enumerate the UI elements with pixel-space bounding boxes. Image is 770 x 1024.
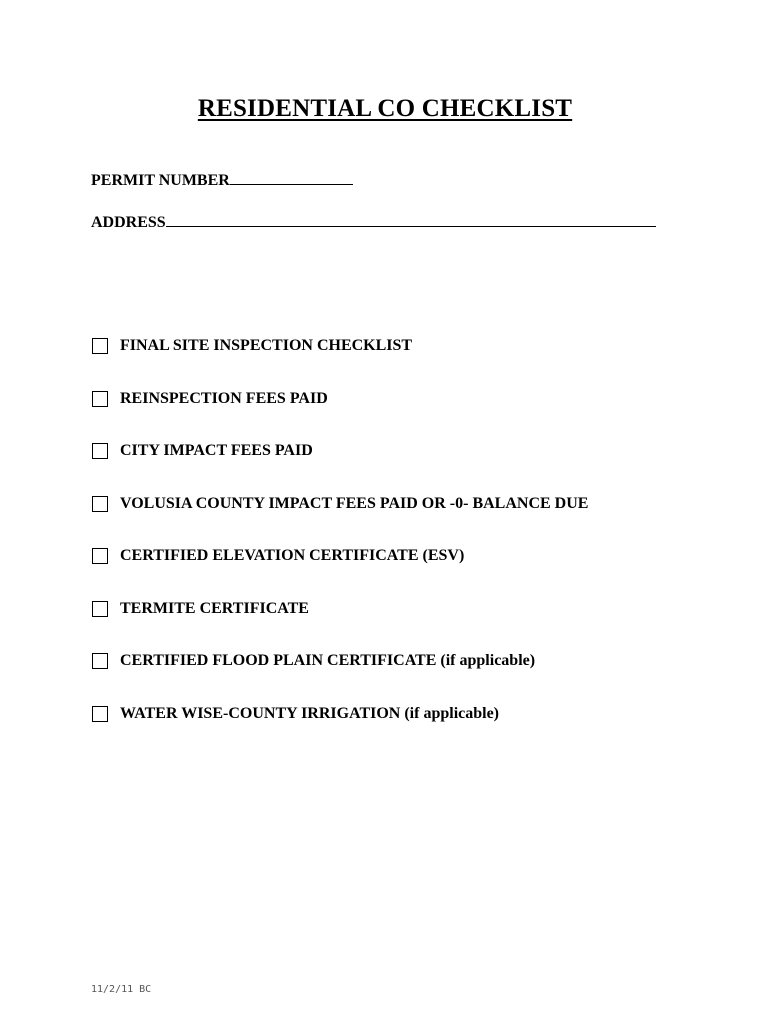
checkbox[interactable] — [92, 338, 108, 354]
permit-number-field — [91, 169, 353, 191]
checkbox[interactable] — [92, 548, 108, 564]
checkbox[interactable] — [92, 496, 108, 512]
checkbox[interactable] — [92, 601, 108, 617]
checklist-item-termite-certificate — [92, 599, 588, 619]
address-label: ADDRESS — [91, 214, 166, 231]
checklist-item-label: CERTIFIED ELEVATION CERTIFICATE (ESV) — [120, 547, 465, 564]
checklist-item-label: CITY IMPACT FEES PAID — [120, 442, 313, 459]
permit-number-label: PERMIT NUMBER — [91, 172, 230, 189]
checklist-item-final-site-inspection — [92, 336, 588, 356]
checklist-item-label: CERTIFIED FLOOD PLAIN CERTIFICATE (if applicable) — [120, 652, 536, 669]
page-title: RESIDENTIAL CO CHECKLIST — [197, 95, 573, 122]
checkbox[interactable] — [92, 706, 108, 722]
permit-number-input[interactable] — [230, 169, 353, 185]
checkbox[interactable] — [92, 391, 108, 407]
checklist-item-elevation-certificate — [92, 546, 588, 566]
checklist-item-county-impact-fees — [92, 494, 588, 514]
checklist-item-label: VOLUSIA COUNTY IMPACT FEES PAID OR -0- BALANCE DUE — [120, 494, 589, 512]
checklist-item-water-wise-irrigation — [92, 704, 588, 724]
checklist-item-label: TERMITE CERTIFICATE — [120, 599, 309, 617]
checklist-item-label: FINAL SITE INSPECTION CHECKLIST — [120, 337, 413, 354]
address-field — [91, 211, 656, 233]
checklist-item-label: REINSPECTION FEES PAID — [120, 389, 328, 407]
checklist-item-reinspection-fees — [92, 389, 588, 409]
address-input[interactable] — [166, 211, 656, 227]
footer-revision-note: 11/2/11 BC — [91, 984, 152, 995]
checklist-item-city-impact-fees — [92, 441, 588, 461]
checklist-item-flood-plain-certificate — [92, 651, 588, 671]
checkbox[interactable] — [92, 443, 108, 459]
checklist — [92, 336, 588, 756]
checkbox[interactable] — [92, 653, 108, 669]
checklist-item-label: WATER WISE-COUNTY IRRIGATION (if applicable) — [120, 704, 500, 722]
